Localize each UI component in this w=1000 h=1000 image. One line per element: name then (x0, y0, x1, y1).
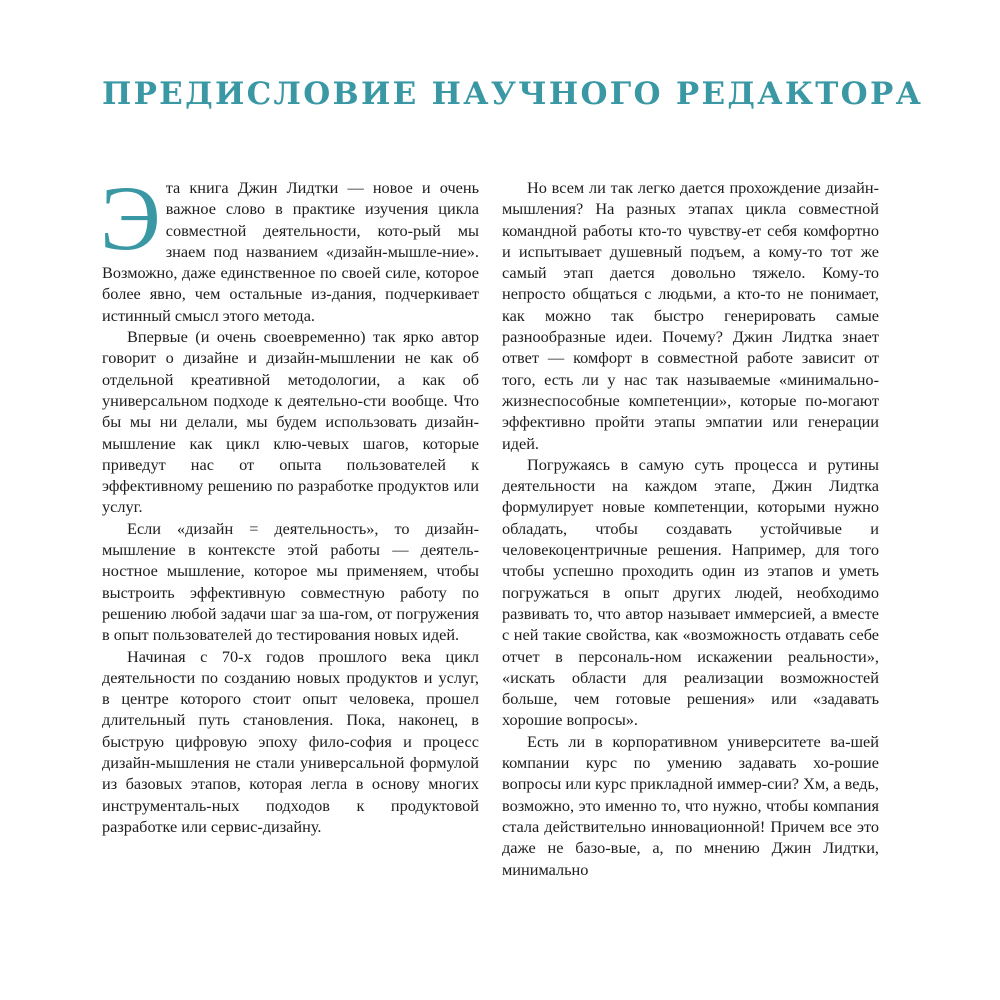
page-title: ПРЕДИСЛОВИЕ НАУЧНОГО РЕДАКТОРА (102, 76, 924, 112)
paragraph-text: та книга Джин Лидтки — новое и очень важное слово в практике изучения цикла совместной деятельности, кото-рый мы знаем под названием «дизайн-мышле-ние». Возможно, даже единственное по своей силе, которое более явно, чем остальные из-дания, подчеркивает истинный смысл этого метода. (102, 178, 479, 325)
drop-cap: Э (100, 167, 161, 269)
paragraph: Но всем ли так легко дается прохождение дизайн-мышления? На разных этапах цикла совместной командной работы кто-то чувству-ет себя комфортно и испытывает душевный подъем, а кому-то тот же самый этап дается довольно тяжело. Кому-то непросто общаться с людьми, а кто-то не понимает, как можно так быстро генерировать самые разнообразные идеи. Почему? Джин Лидтка знает ответ — комфорт в совместной работе зависит от того, есть ли у нас так называемые «минимально-жизнеспособные компетенции», которые по-могают эффективно пройти этапы эмпатии или генерации идей. (502, 178, 879, 453)
paragraph: Погружаясь в самую суть процесса и рутины деятельности на каждом этапе, Джин Лидтка формулирует новые компетенции, которыми нужно обладать, чтобы создавать устойчивые и человекоцентричные решения. Например, для того чтобы успешно проходить один из этапов и уметь погружаться в опыт других людей, необходимо развивать то, что автор называет иммерсией, а вместе с ней такие свойства, как «возможность отдавать себе отчет в персональ-ном искажении реальности», «искать области для реализации возможностей больше, чем готовые решения» или «задавать хорошие вопросы». (502, 454, 879, 730)
paragraph: Есть ли в корпоративном университете ва-шей компании курс по умению задавать хо-рошие вопросы или курс прикладной иммер-сии? Хм, а ведь, возможно, это именно то, что нужно, чтобы компания стала действительно инновационной! Причем все это даже не базо-вые, а, по мнению Джин Лидтки, минимально (502, 731, 879, 879)
paragraph: Если «дизайн = деятельность», то дизайн-мышление в контексте этой работы — деятель-ностное мышление, которое мы применяем, чтобы выстроить эффективную совместную работу по решению любой задачи шаг за ша-гом, от погружения в опыт пользователей до тестирования новых идей. (102, 518, 479, 645)
paragraph (100, 167, 479, 326)
paragraph: Начиная с 70-х годов прошлого века цикл деятельности по созданию новых продуктов и услуг, в центре которого стоит опыт человека, прошел длительный путь становления. Пока, наконец, в быструю цифровую эпоху фило-софия и процесс дизайн-мышления не стали универсальной формулой из базовых этапов, которая легла в основу многих инструменталь-ных подходов к продуктовой разработке или сервис-дизайну. (102, 646, 479, 836)
paragraph: Впервые (и очень своевременно) так ярко автор говорит о дизайне и дизайн-мышлении не как об отдельной креативной методологии, а как об универсальном подходе к деятельно-сти вообще. Что бы мы ни делали, мы будем использовать дизайн-мышление как цикл клю-чевых шагов, которые приведут нас от опыта пользователей к эффективному решению по разработке продуктов или услуг. (102, 327, 479, 517)
text-column-right (502, 177, 879, 880)
text-column-left (100, 167, 479, 837)
